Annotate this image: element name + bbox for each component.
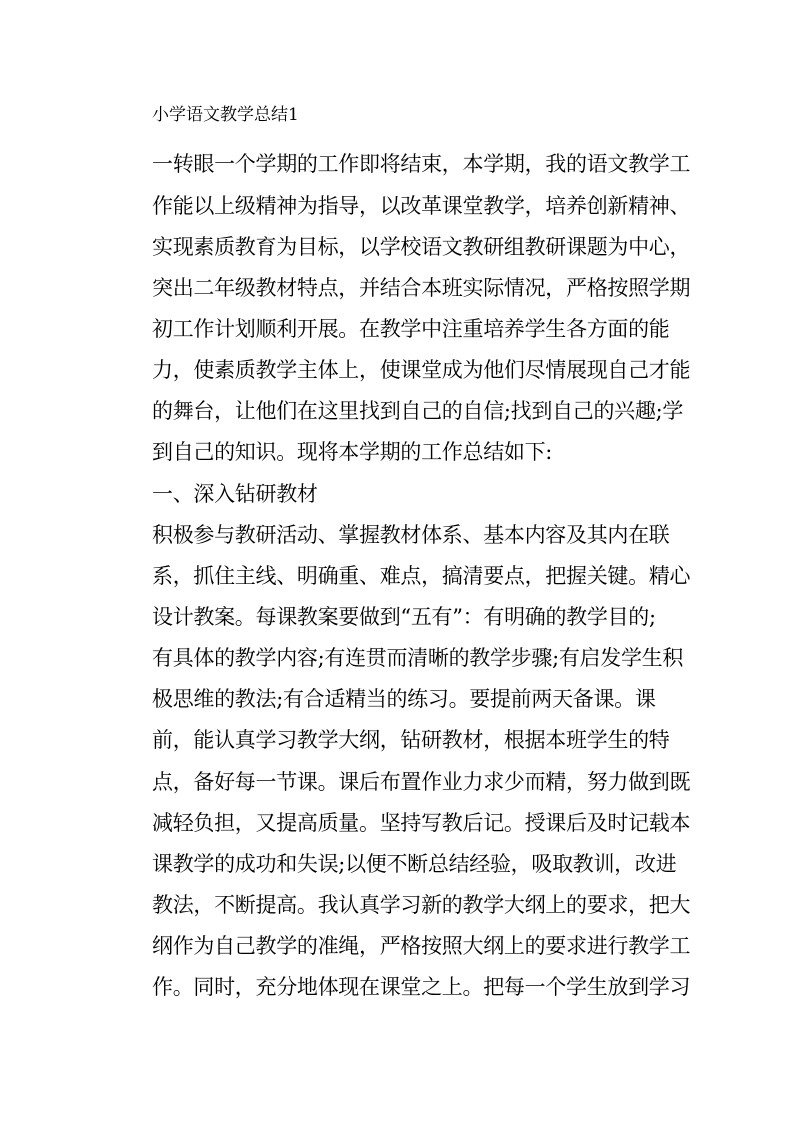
paragraph-line: 教法，不断提高。我认真学习新的教学大纲上的要求，把大 xyxy=(152,893,691,917)
paragraph-line: 点，备好每一节课。课后布置作业力求少而精，努力做到既 xyxy=(152,770,691,794)
paragraph-line: 初工作计划顺利开展。在教学中注重培养学生各方面的能 xyxy=(152,317,670,341)
document-title: 小学语文教学总结1 xyxy=(152,105,299,125)
paragraph-line: 突出二年级教材特点，并结合本班实际情况，严格按照学期 xyxy=(152,276,691,300)
paragraph-line: 设计教案。每课教案要做到“五有”：有明确的教学目的; xyxy=(152,605,656,629)
paragraph-line: 实现素质教育为目标，以学校语文教研组教研课题为中心， xyxy=(152,235,691,259)
paragraph-line: 作能以上级精神为指导，以改革课堂教学，培养创新精神、 xyxy=(152,194,691,218)
paragraph-line: 极思维的教法;有合适精当的练习。要提前两天备课。课 xyxy=(152,687,656,711)
paragraph-line: 一转眼一个学期的工作即将结束，本学期，我的语文教学工 xyxy=(152,152,691,176)
paragraph-line: 减轻负担，又提高质量。坚持写教后记。授课后及时记载本 xyxy=(152,811,691,835)
paragraph-line: 作。同时，充分地体现在课堂之上。把每一个学生放到学习 xyxy=(152,975,691,999)
paragraph-line: 积极参与教研活动、掌握教材体系、基本内容及其内在联 xyxy=(152,523,670,547)
paragraph-line: 纲作为自己教学的准绳，严格按照大纲上的要求进行教学工 xyxy=(152,934,691,958)
paragraph-line: 课教学的成功和失误;以便不断总结经验，吸取教训，改进 xyxy=(152,852,677,876)
paragraph-line: 前，能认真学习教学大纲，钻研教材，根据本班学生的特 xyxy=(152,728,670,752)
paragraph-line: 到自己的知识。现将本学期的工作总结如下: xyxy=(152,440,553,464)
paragraph-line: 力，使素质教学主体上，使课堂成为他们尽情展现自己才能 xyxy=(152,358,691,382)
paragraph-line: 系，抓住主线、明确重、难点，搞清要点，把握关键。精心 xyxy=(152,564,691,588)
paragraph-line: 的舞台，让他们在这里找到自己的自信;找到自己的兴趣;学 xyxy=(152,399,684,423)
paragraph-line: 有具体的教学内容;有连贯而清晰的教学步骤;有启发学生积 xyxy=(152,646,684,670)
section-heading: 一、深入钻研教材 xyxy=(152,482,318,506)
